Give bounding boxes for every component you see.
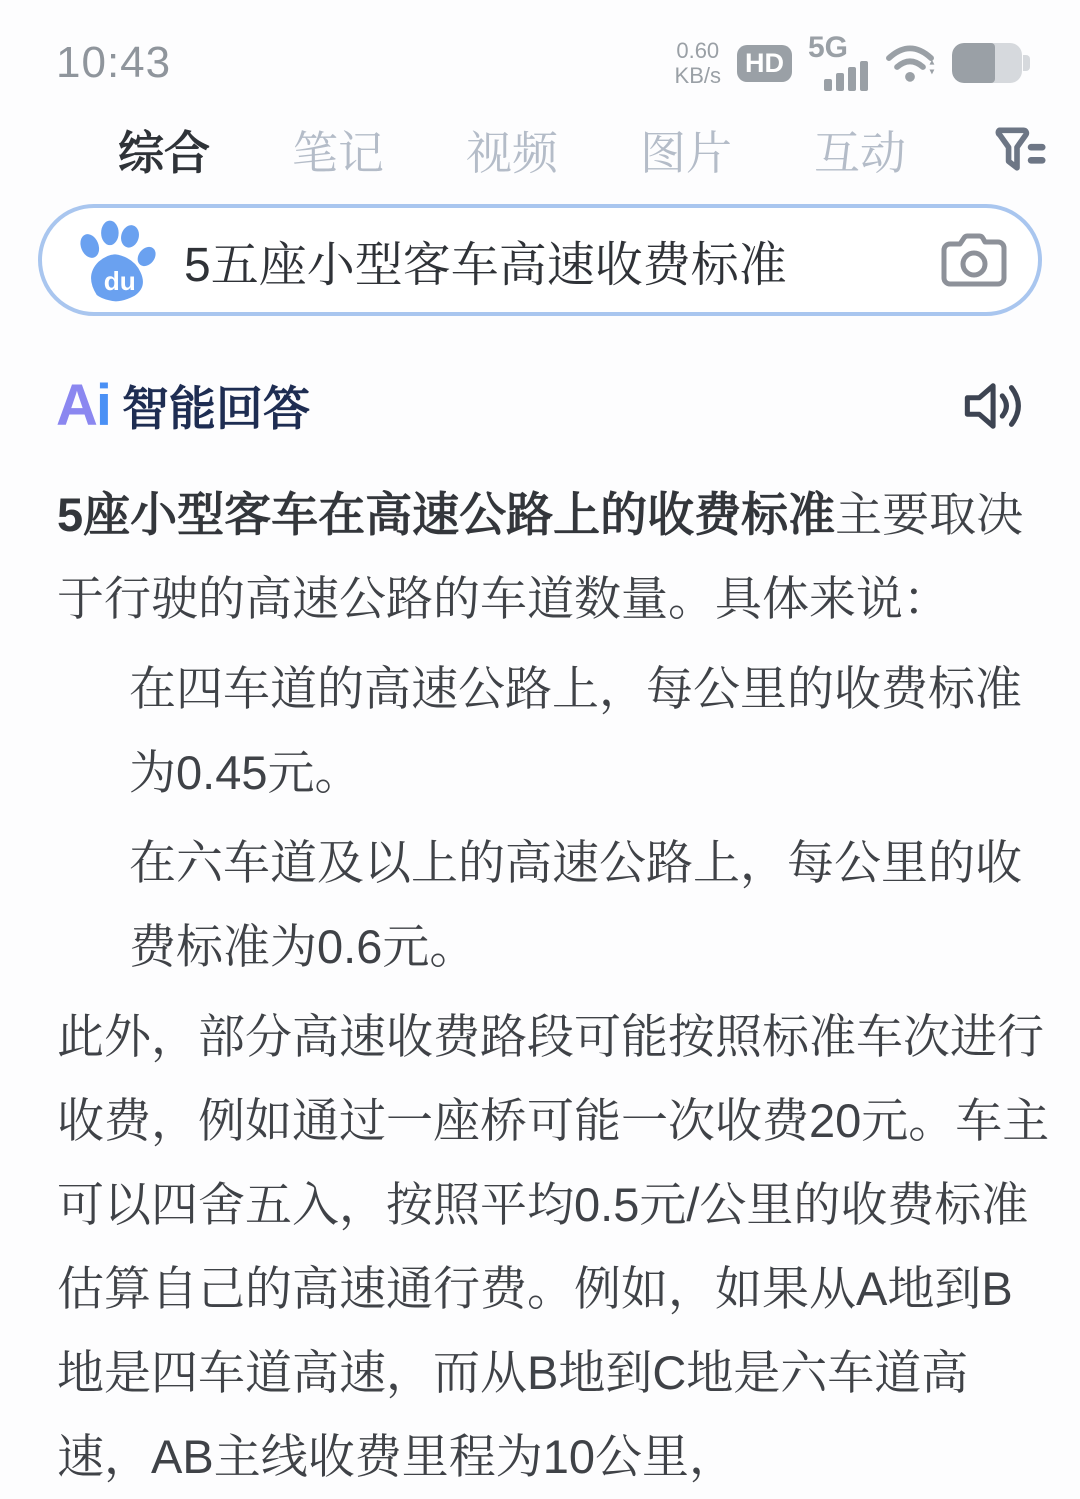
ai-logo: Ai <box>56 373 111 438</box>
tab-notes[interactable]: 笔记 <box>292 127 384 179</box>
answer-paragraph-four-lane: 在四车道的高速公路上，每公里的收费标准为0.45元。 <box>129 662 1022 799</box>
tab-video[interactable]: 视频 <box>466 127 558 179</box>
answer-paragraph-extra: 此外，部分高速收费路段可能按照标准车次进行收费，例如通过一座桥可能一次收费20元。车主可以四舍五入，按照平均0.5元/公里的收费标准估算自己的高速通行费。例如，如果从A地到B地是四车道高速，而从B地到C地是六车道高速，AB主线收费里程为10公里， <box>57 1010 1050 1483</box>
status-icons <box>674 31 1030 91</box>
ai-answer-header <box>56 372 1028 439</box>
answer-paragraph-six-lane: 在六车道及以上的高速公路上，每公里的收费标准为0.6元。 <box>129 836 1022 973</box>
network-type-label: 5G <box>808 31 849 64</box>
answer-paragraph-intro <box>57 473 1052 641</box>
search-box[interactable] <box>38 204 1042 316</box>
battery-icon <box>952 43 1030 83</box>
tab-images[interactable]: 图片 <box>640 127 732 179</box>
search-tab-bar <box>0 100 1080 192</box>
hd-badge-icon: HD <box>737 45 792 82</box>
svg-text:du: du <box>103 265 136 296</box>
ai-answer-content <box>57 473 1052 1499</box>
status-bar <box>0 0 1080 100</box>
search-input[interactable]: 5五座小型客车高速收费标准 <box>184 238 787 292</box>
filter-funnel-icon[interactable] <box>988 121 1046 179</box>
status-time: 10:43 <box>56 38 172 87</box>
ai-answer-title: 智能回答 <box>122 382 311 435</box>
network-speed-unit: KB/s <box>674 63 721 88</box>
network-speed <box>675 38 721 88</box>
answer-lead-rest: 主要取决于行驶的高速公路的车道数量。具体来说： <box>57 488 1024 625</box>
cellular-signal-icon <box>808 31 868 91</box>
signal-bars-icon <box>824 61 868 91</box>
speaker-icon[interactable] <box>960 375 1028 437</box>
wifi-icon <box>884 41 936 85</box>
baidu-paw-icon <box>72 218 160 302</box>
network-speed-value: 0.60 <box>676 38 720 63</box>
camera-icon[interactable] <box>940 231 1008 289</box>
tab-interaction[interactable]: 互动 <box>814 127 906 179</box>
answer-lead-bold: 5座小型客车在高速公路上的收费标准 <box>57 488 836 541</box>
tab-comprehensive[interactable]: 综合 <box>118 127 210 179</box>
